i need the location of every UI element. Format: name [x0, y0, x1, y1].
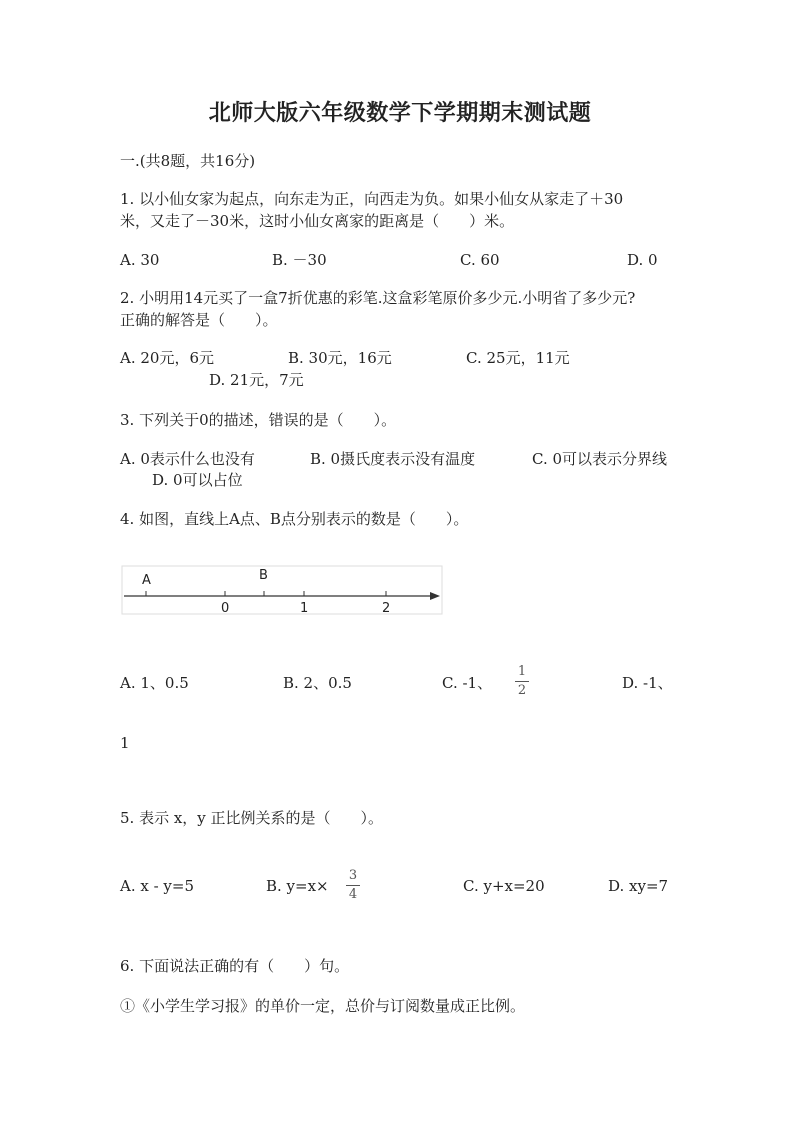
- question-4-option-b: B. 2、0.5: [283, 674, 352, 692]
- question-2-option-b: B. 30元，16元: [288, 349, 392, 367]
- question-4-option-d-continued: 1: [120, 734, 130, 752]
- question-2-line-1: 2. 小明用14元买了一盒7折优惠的彩笔.这盒彩笔原价多少元.小明省了多少元?: [120, 289, 636, 307]
- question-3-option-a: A. 0表示什么也没有: [120, 450, 255, 468]
- question-5-line-1: 5. 表示 x，y 正比例关系的是（ ）。: [120, 809, 384, 827]
- question-1-option-a: A. 30: [120, 251, 160, 269]
- fraction-denominator: 2: [517, 683, 527, 698]
- question-1-line-1: 1. 以小仙女家为起点，向东走为正，向西走为负。如果小仙女从家走了＋30: [120, 190, 624, 208]
- question-6-line-1: 6. 下面说法正确的有（ ）句。: [120, 957, 350, 975]
- section-header: 一.(共8题，共16分): [120, 152, 256, 170]
- question-4-option-c: C. -1、: [442, 674, 493, 692]
- question-3-option-d: D. 0可以占位: [152, 471, 243, 489]
- question-3-option-b: B. 0摄氏度表示没有温度: [310, 450, 476, 468]
- number-line-arrow-icon: [430, 592, 440, 600]
- fraction-denominator: 4: [348, 887, 358, 902]
- tick-label-2: 2: [382, 601, 391, 616]
- question-4-option-c-fraction: [515, 665, 529, 698]
- question-4-option-a: A. 1、0.5: [120, 674, 189, 692]
- question-2-option-d: D. 21元，7元: [209, 371, 304, 389]
- point-b-label: B: [259, 568, 268, 583]
- tick-label-1: 1: [300, 601, 309, 616]
- fraction-numerator: 1: [517, 664, 527, 679]
- question-3-line-1: 3. 下列关于0的描述，错误的是（ ）。: [120, 411, 397, 429]
- question-5-option-d: D. xy=7: [608, 877, 669, 895]
- question-1-option-c: C. 60: [460, 251, 500, 269]
- question-5-option-b: B. y=x×: [266, 877, 329, 895]
- page-title: 北师大版六年级数学下学期期末测试题: [208, 100, 592, 126]
- question-2-option-a: A. 20元，6元: [120, 349, 214, 367]
- question-1-option-b: B. －30: [272, 251, 327, 269]
- question-1-option-d: D. 0: [627, 251, 658, 269]
- fraction-numerator: 3: [348, 868, 358, 883]
- question-1-line-2: 米，又走了－30米，这时小仙女离家的距离是（ ）米。: [120, 212, 515, 230]
- question-2-line-2: 正确的解答是（ ）。: [120, 311, 278, 329]
- point-a-label: A: [142, 573, 151, 588]
- number-line-figure: [118, 562, 448, 618]
- question-5-option-c: C. y+x=20: [463, 877, 545, 895]
- tick-label-0: 0: [221, 601, 230, 616]
- question-5-option-b-fraction: [346, 869, 360, 902]
- question-4-line-1: 4. 如图，直线上A点、B点分别表示的数是（ ）。: [120, 510, 469, 528]
- question-2-option-c: C. 25元，11元: [466, 349, 570, 367]
- question-5-option-a: A. x - y=5: [120, 877, 195, 895]
- question-4-option-d: D. -1、: [622, 674, 673, 692]
- question-6-statement-1: ①《小学生学习报》的单价一定，总价与订阅数量成正比例。: [120, 997, 526, 1015]
- question-3-option-c: C. 0可以表示分界线: [532, 450, 668, 468]
